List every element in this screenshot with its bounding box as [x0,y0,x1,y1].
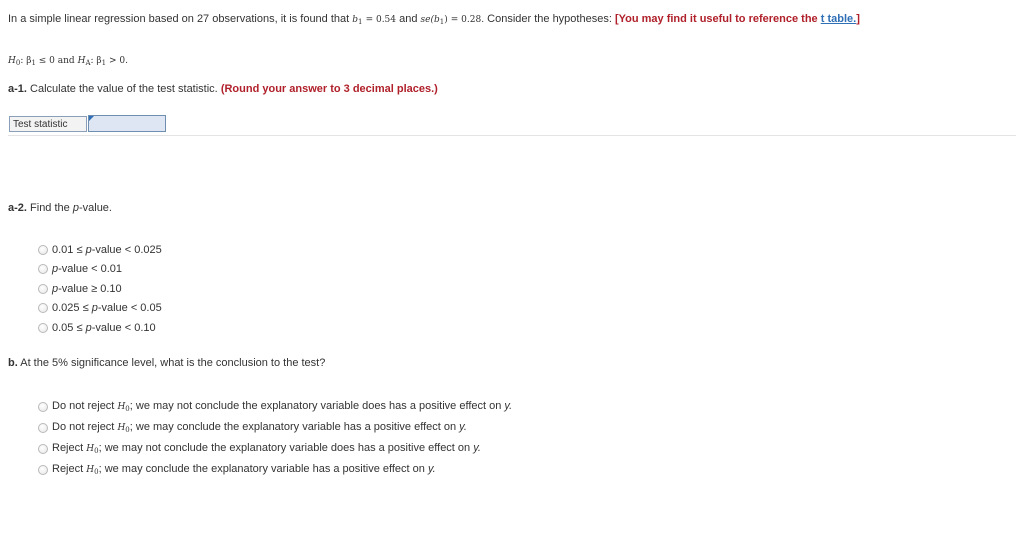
pvalue-option[interactable] [38,318,162,338]
t-table-link[interactable]: t table. [820,13,857,25]
conclusion-option-label: Reject $H_0$; we may conclude the explanatory variable has a positive effect on y. [52,463,436,476]
conclusion-option[interactable] [38,417,512,438]
conclusion-option-label: Do not reject $H_0$; we may conclude the explanatory variable has a positive effect on y. [52,421,467,434]
pvalue-option[interactable] [38,279,162,299]
pvalue-option[interactable] [38,260,162,280]
conclusion-options [38,396,512,480]
a2-label: a-2. [8,202,27,214]
conclusion-option-label: Do not reject $H_0$; we may not conclude the explanatory variable does has a positive effect on y. [52,400,513,413]
pvalue-option-label: 0.05 ≤ p-value < 0.10 [52,321,156,334]
conclusion-option-label: Reject $H_0$; we may not conclude the explanatory variable does has a positive effect on y. [52,442,481,455]
b1-symbol: $b_1$ [352,15,363,26]
pvalue-option-label: 0.01 ≤ p-value < 0.025 [52,243,162,256]
b1-value: = 0.54 [365,15,397,25]
pvalue-option-label: p-value < 0.01 [52,263,123,276]
radio-button[interactable] [38,423,48,433]
input-flag-icon [89,116,94,121]
radio-button[interactable] [38,465,48,475]
radio-button[interactable] [38,303,48,313]
divider [8,135,1016,136]
pvalue-option[interactable] [38,299,162,319]
radio-button[interactable] [38,444,48,454]
test-statistic-input[interactable] [88,115,166,132]
question-b [8,357,325,369]
and-text: and [399,13,418,25]
se-symbol: $se(b_1)$ [420,15,448,26]
pvalue-option[interactable] [38,240,162,260]
hint-prefix: [You may find it useful to reference the [614,13,818,25]
hint-suffix: ] [856,13,860,25]
b-label: b. [8,357,18,369]
b-text: At the 5% significance level, what is the conclusion to the test? [20,357,326,369]
radio-button[interactable] [38,323,48,333]
test-statistic-label: Test statistic [9,116,87,132]
a1-instruction: (Round your answer to 3 decimal places.) [220,83,438,95]
a1-label: a-1. [8,83,27,95]
intro-text: In a simple linear regression based on 27 observations, it is found that [8,13,350,25]
radio-button[interactable] [38,402,48,412]
radio-button[interactable] [38,245,48,255]
se-value: = 0.28. [450,15,485,25]
question-intro [8,11,1008,30]
consider-text: Consider the hypotheses: [487,13,612,25]
a2-text: Find the p-value. [30,202,112,214]
question-a1 [8,83,438,95]
conclusion-option[interactable] [38,396,512,417]
pvalue-option-label: p-value ≥ 0.10 [52,282,122,295]
a1-text: Calculate the value of the test statistic. [30,83,218,95]
conclusion-option[interactable] [38,438,512,459]
question-a2 [8,202,112,214]
radio-button[interactable] [38,284,48,294]
pvalue-options [38,240,162,338]
hypotheses: $H_0$: $\beta_1 \le 0$ and $H_A$: $\beta_1 > 0$. [8,56,128,67]
pvalue-option-label: 0.025 ≤ p-value < 0.05 [52,302,162,315]
conclusion-option[interactable] [38,459,512,480]
radio-button[interactable] [38,264,48,274]
